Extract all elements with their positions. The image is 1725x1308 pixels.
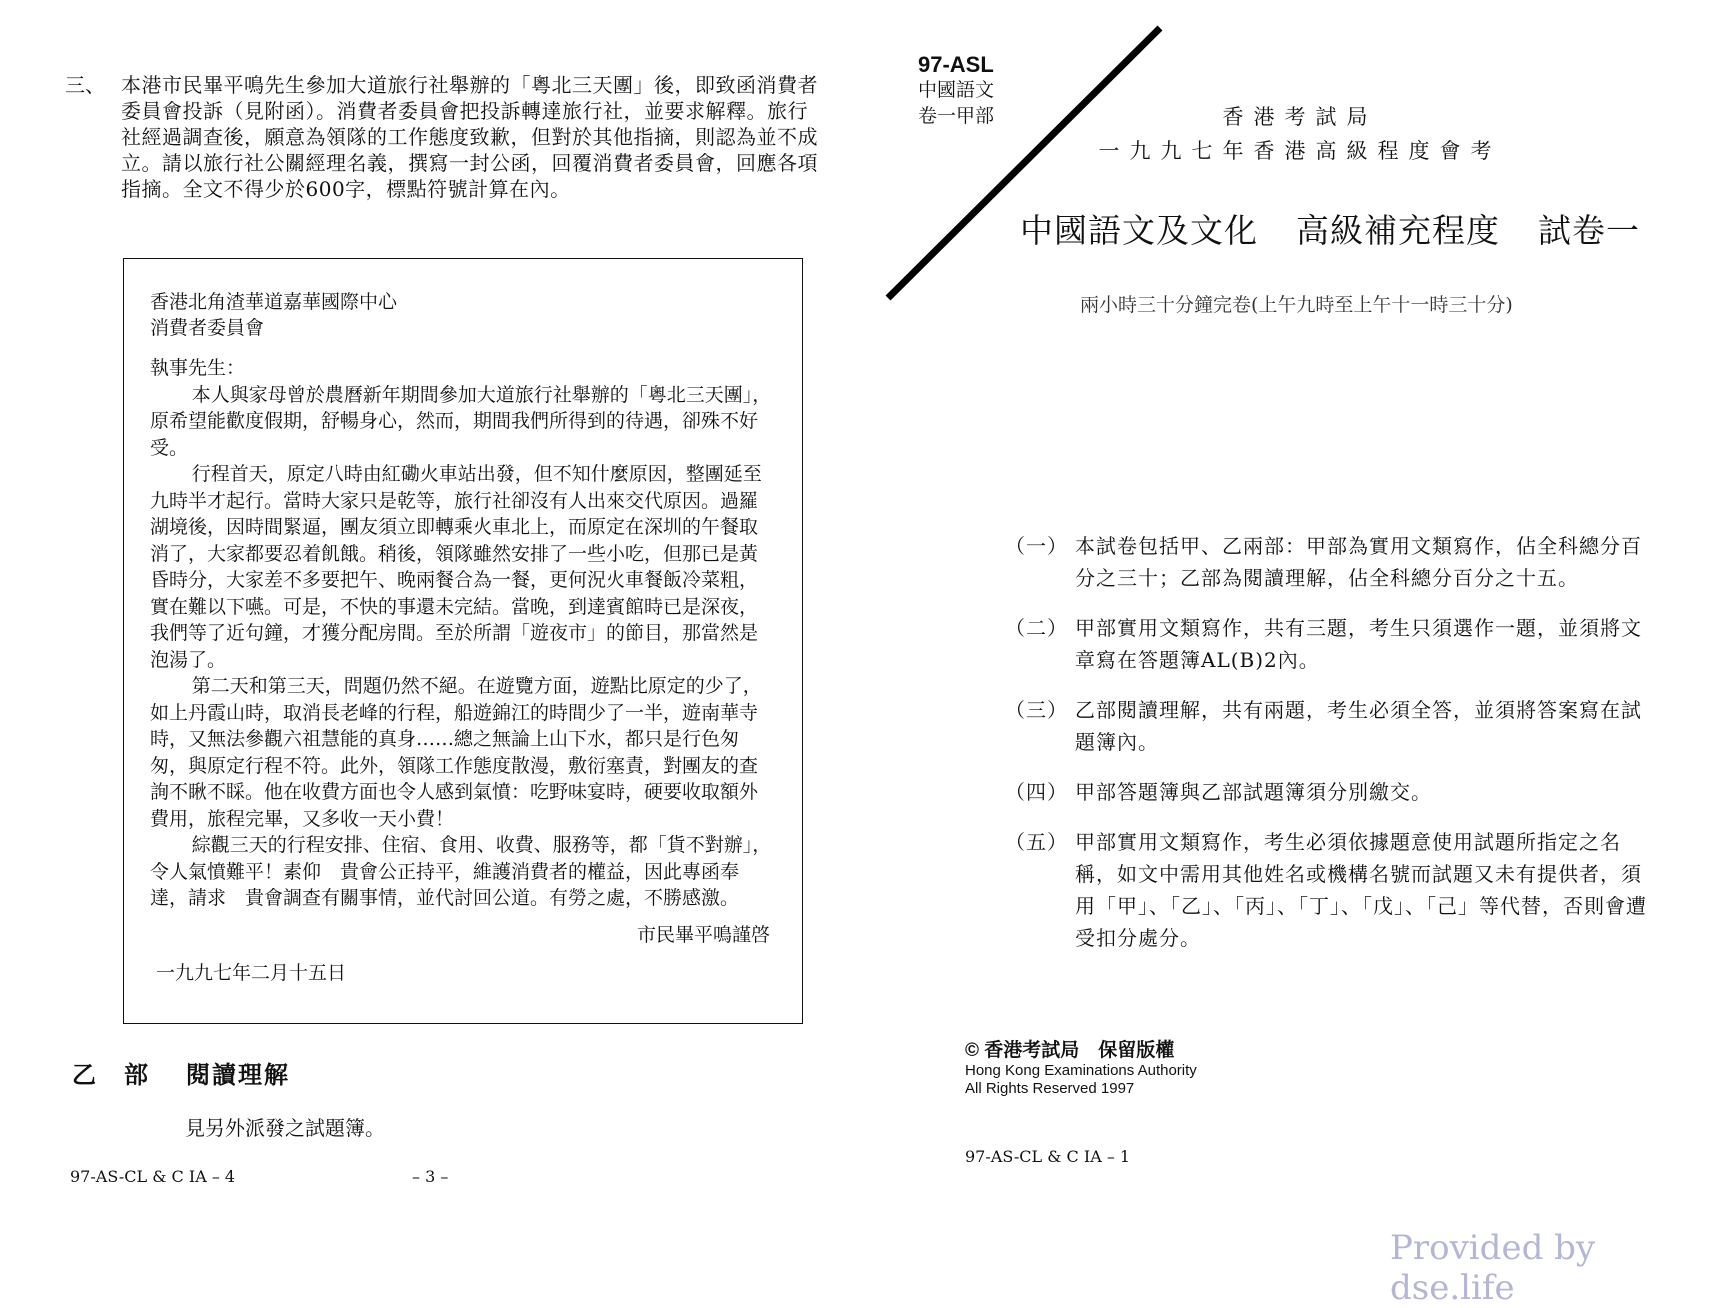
letter-paragraph: 行程首天，原定八時由紅磡火車站出發，但不知什麼原因，整團延至九時半才起行。當時大家只是乾等，旅行社卻沒有人出來交代原因。過羅湖境後，因時間緊逼，團友須立即轉乘火車北上，而原定在深圳的午餐取消了，大家都要忍着飢餓。稍後，領隊雖然安排了一些小吃，但那已是黃昏時分，大家差不多要把午、晚兩餐合為一餐，更何況火車餐飯冷菜粗，實在難以下嚥。可是，不快的事還未完結。當晚，到達賓館時已是深夜，我們等了近句鐘，才獲分配房間。至於所謂「遊夜市」的節目，那當然是泡湯了。 [150, 463, 762, 671]
question-text: 本港市民畢平鳴先生參加大道旅行社舉辦的「粵北三天團」後，即致函消費者委員會投訴（見附函）。消費者委員會把投訴轉達旅行社，並要求解釋。旅行社經過調查後，願意為領隊的工作態度致歉，但對於其他指摘，則認為並不成立。請以旅行社公關經理名義，撰寫一封公函，回覆消費者委員會，回應各項指摘。全文不得少於600字，標點符號計算在內。 [121, 73, 818, 201]
instruction-number: （三） [1005, 698, 1068, 722]
exam-name: 一九九七年香港高級程度會考 [1098, 139, 1502, 163]
copyright-block [965, 1035, 1197, 1098]
title-subject: 中國語文及文化 [1020, 211, 1258, 250]
instruction-number: （五） [1005, 830, 1068, 854]
instruction-text: 乙部閱讀理解，共有兩題，考生必須全答，並須將答案寫在試題簿內。 [1075, 698, 1642, 754]
letter-salutation: 執事先生： [150, 357, 246, 379]
watermark-text: Provided by dse.life [1390, 1228, 1596, 1308]
letter-signature: 市民畢平鳴謹啓 [636, 923, 770, 946]
instruction-item [1005, 530, 1655, 594]
instruction-text: 甲部答題簿與乙部試題簿須分別繳交。 [1075, 780, 1432, 804]
instruction-text: 本試卷包括甲、乙兩部：甲部為實用文類寫作，佔全科總分百分之三十；乙部為閱讀理解，佔全科總分百分之十五。 [1075, 534, 1642, 590]
section-b-label: 乙 部 [72, 1061, 150, 1089]
page-number: – 3 – [412, 1167, 449, 1186]
instruction-item [1005, 826, 1655, 954]
copyright-en-2: All Rights Reserved 1997 [965, 1080, 1135, 1097]
paper-title [1020, 205, 1678, 252]
instruction-number: （四） [1005, 780, 1068, 804]
letter-date: 一九九七年二月十五日 [156, 962, 347, 984]
paper-part: 卷一甲部 [918, 106, 995, 127]
complaint-letter-box [123, 258, 803, 1024]
letter-address [150, 289, 774, 341]
letter-paragraph: 綜觀三天的行程安排、住宿、食用、收費、服務等，都「貨不對辦」，令人氣憤難平！素仰 貴會公正持平，維護消費者的權益，因此專函奉達，請求 貴會調查有關事情，並代討回公道。有勞之處，不勝感激。 [150, 834, 772, 909]
letter-paragraph: 第二天和第三天，問題仍然不絕。在遊覽方面，遊點比原定的少了，如上丹霞山時，取消長老峰的行程，船遊錦江的時間少了一半，遊南華寺時，又無法參觀六祖慧能的真身……總之無論上山下水，都只是行色匆匆，與原定行程不符。此外，領隊工作態度散漫，敷衍塞責，對團友的查詢不瞅不睬。他在收費方面也令人感到氣憤：吃野味宴時，硬要收取額外費用，旅程完畢，又多收一天小費！ [150, 675, 762, 830]
section-b-heading [72, 1055, 290, 1090]
question-3 [65, 72, 825, 202]
address-line-2: 消費者委員會 [150, 317, 265, 339]
section-b-title: 閱讀理解 [186, 1061, 290, 1089]
title-paper: 試卷一 [1538, 211, 1640, 250]
exam-duration: 兩小時三十分鐘完卷(上午九時至上午十一時三十分) [1080, 294, 1513, 316]
section-b-note: 見另外派發之試題簿。 [185, 1116, 385, 1140]
paper-subject: 中國語文 [918, 80, 995, 101]
authority-header [1040, 100, 1560, 168]
instruction-item [1005, 694, 1655, 758]
paper-code: 97-ASL [918, 52, 994, 77]
instruction-text: 甲部實用文類寫作，考生必須依據題意使用試題所指定之名稱，如文中需用其他姓名或機構名號而試題又未有提供者，須用「甲」、「乙」、「丙」、「丁」、「戊」、「己」等代替，否則會遭受扣分處分。 [1075, 830, 1647, 950]
footer-code-right: 97-AS-CL & C IA – 1 [965, 1147, 1131, 1166]
instruction-item [1005, 612, 1655, 676]
question-number: 三、 [65, 73, 105, 97]
title-level: 高級補充程度 [1296, 211, 1500, 250]
instruction-item [1005, 776, 1655, 808]
copyright-en-1: Hong Kong Examinations Authority [965, 1062, 1197, 1079]
address-line-1: 香港北角渣華道嘉華國際中心 [150, 291, 398, 313]
instruction-text: 甲部實用文類寫作，共有三題，考生只須選作一題，並須將文章寫在答題簿AL(B)2內。 [1075, 616, 1642, 672]
instruction-number: （二） [1005, 616, 1068, 640]
instruction-number: （一） [1005, 534, 1068, 558]
footer-code-left: 97-AS-CL & C IA – 4 [70, 1167, 236, 1186]
instructions-list [1005, 530, 1655, 972]
letter-paragraph: 本人與家母曾於農曆新年期間參加大道旅行社舉辦的「粵北三天團」，原希望能歡度假期，舒暢身心，然而，期間我們所得到的待遇，卻殊不好受。 [150, 383, 772, 459]
copyright-zh: © 香港考試局 保留版權 [965, 1040, 1175, 1061]
authority-name: 香港考試局 [1222, 105, 1378, 129]
